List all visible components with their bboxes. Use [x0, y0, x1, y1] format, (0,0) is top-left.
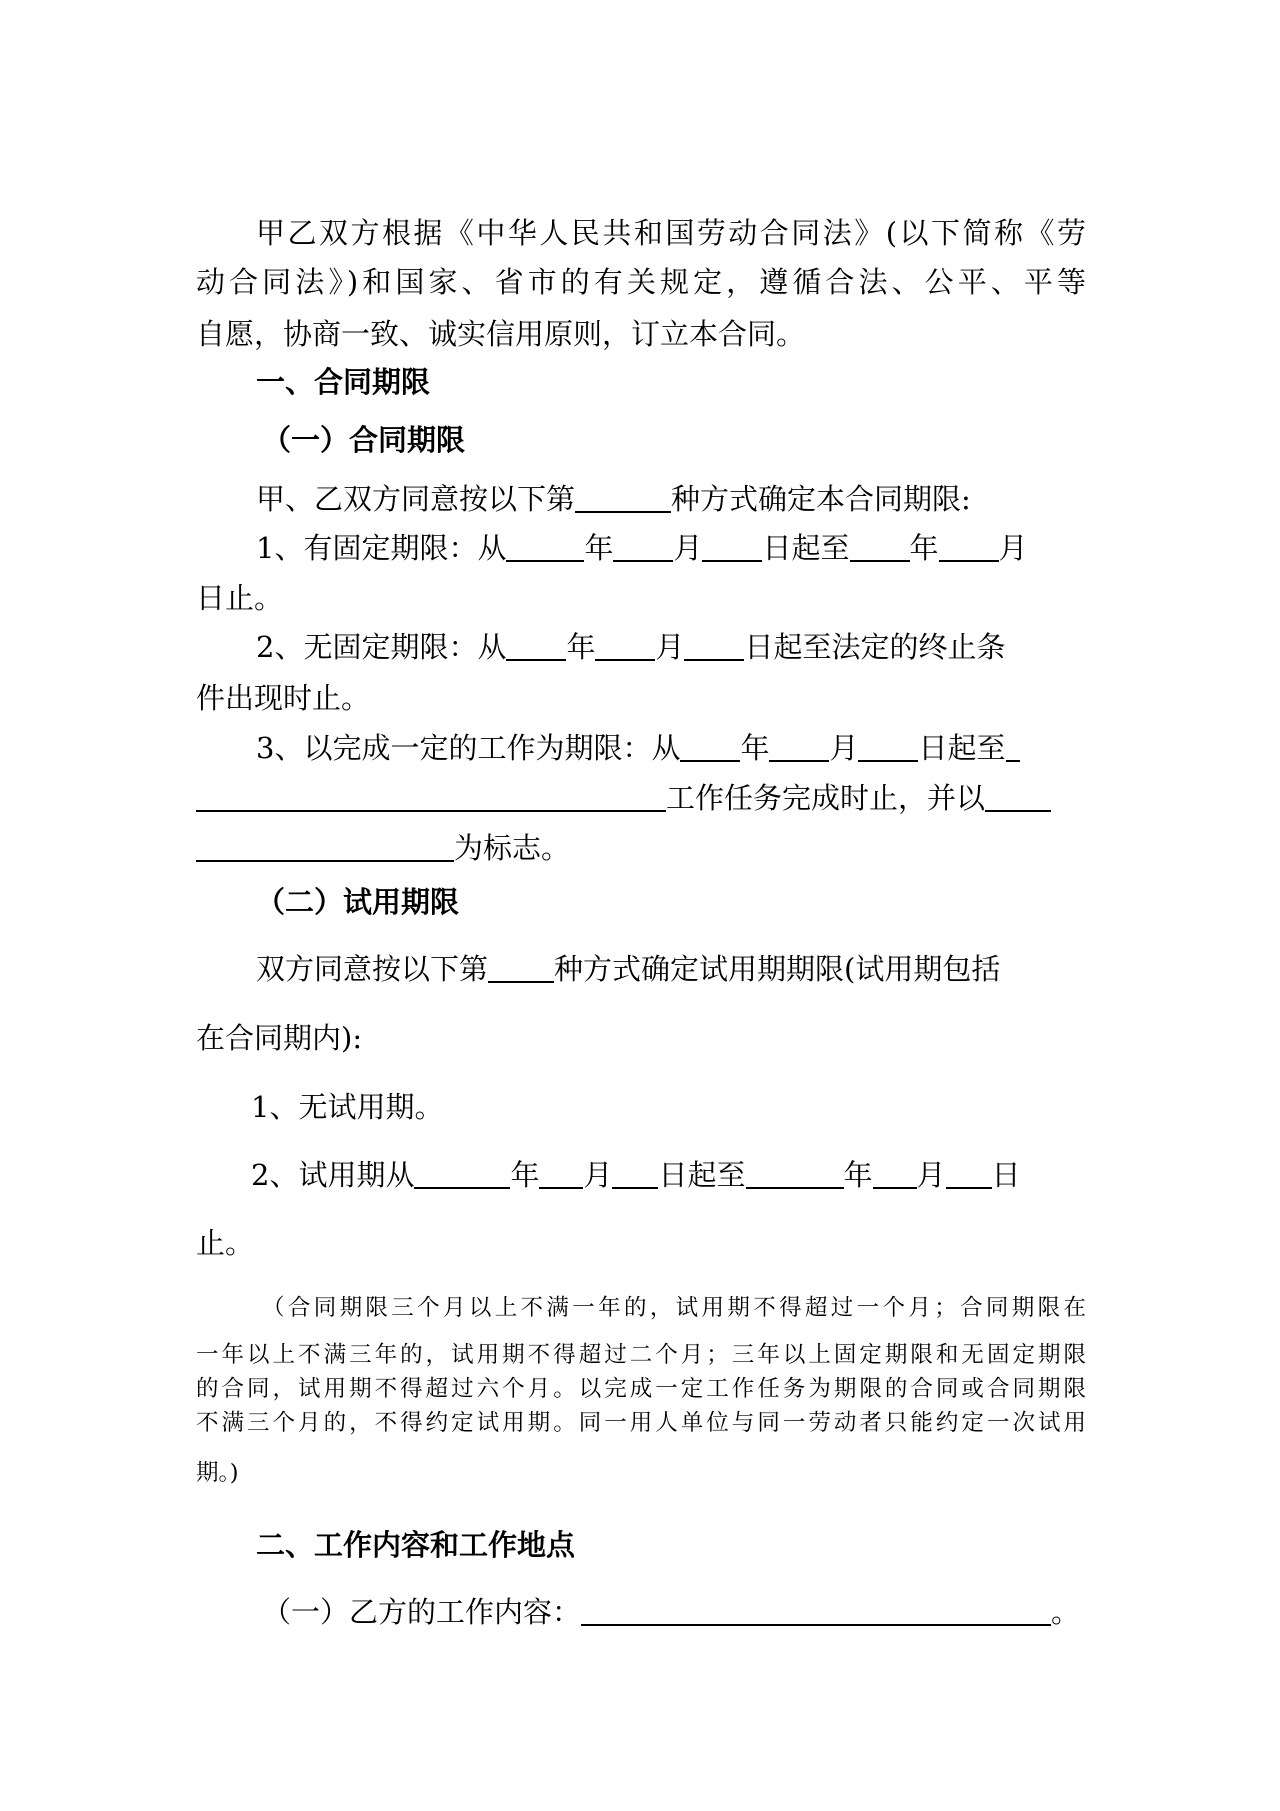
probation-option-2 [251, 1157, 1141, 1193]
end-month-blank[interactable] [939, 530, 999, 562]
probation-note-line-4: 不满三个月的，不得约定试用期。同一用人单位与同一劳动者只能约定一次试用 [196, 1410, 1086, 1436]
probation-intro-b: 种方式确定试用期期限(试用期包括 [554, 952, 1001, 986]
subsection-heading-contract-term: （一）合同期限 [262, 423, 466, 457]
term-option-3-until: 日起至 [918, 731, 1006, 765]
task-start-year-blank[interactable] [680, 730, 740, 762]
term-option-3-marker: 为标志。 [454, 831, 571, 865]
start-day-blank[interactable] [702, 530, 762, 562]
month-label: 月 [829, 731, 859, 765]
term-option-2-tail: 件出现时止。 [196, 681, 371, 715]
term-option-2-until: 日起至法定的终止条 [744, 630, 1006, 664]
intro-line-2: 动合同法》)和国家、省市的有关规定，遵循合法、公平、平等 [196, 265, 1086, 299]
month-label: 月 [583, 1158, 613, 1192]
term-option-3-completion: 工作任务完成时止，并以 [666, 781, 986, 815]
end-year-blank[interactable] [850, 530, 910, 562]
task-description-blank-start[interactable] [1006, 730, 1020, 762]
term-option-2 [256, 629, 1146, 665]
probation-intro [256, 951, 1086, 987]
work-content-line [262, 1594, 1152, 1630]
probation-option-2-label: 2、试用期从 [251, 1158, 415, 1192]
start-month-blank[interactable] [613, 530, 673, 562]
day-label: 日 [991, 1158, 1021, 1192]
open-start-month-blank[interactable] [595, 629, 655, 661]
term-option-1 [256, 530, 1146, 566]
year-label: 年 [510, 1158, 540, 1192]
term-option-1-tail: 日止。 [196, 581, 284, 615]
term-option-3-label: 3、以完成一定的工作为期限：从 [256, 731, 681, 765]
probation-intro-tail: 在合同期内): [196, 1021, 363, 1055]
year-label: 年 [909, 531, 939, 565]
term-option-intro-b: 种方式确定本合同期限: [671, 482, 971, 516]
month-label: 月 [916, 1158, 946, 1192]
probation-start-month-blank[interactable] [539, 1157, 583, 1189]
subsection-heading-probation: （二）试用期限 [256, 885, 460, 919]
probation-note-line-3: 的合同，试用期不得超过六个月。以完成一定工作任务为期限的合同或合同期限 [196, 1376, 1086, 1402]
month-label: 月 [673, 531, 703, 565]
month-label: 月 [655, 630, 685, 664]
task-start-month-blank[interactable] [769, 730, 829, 762]
probation-end-day-blank[interactable] [946, 1157, 992, 1189]
year-label: 年 [566, 630, 596, 664]
completion-marker-blank-start[interactable] [985, 780, 1051, 812]
intro-line-1: 甲乙双方根据《中华人民共和国劳动合同法》(以下简称《劳 [256, 216, 1086, 250]
task-description-blank[interactable] [196, 780, 666, 812]
section-heading-work: 二、工作内容和工作地点 [256, 1528, 576, 1562]
probation-option-1: 1、无试用期。 [251, 1090, 444, 1124]
task-start-day-blank[interactable] [858, 730, 918, 762]
year-label: 年 [843, 1158, 873, 1192]
open-start-year-blank[interactable] [506, 629, 566, 661]
work-content-blank[interactable] [581, 1594, 1051, 1626]
section-heading-term: 一、合同期限 [256, 365, 431, 399]
probation-end-year-blank[interactable] [746, 1157, 844, 1189]
day-until-label: 日起至 [762, 531, 850, 565]
probation-until-label: 日起至 [658, 1158, 746, 1192]
term-option-3-line-3 [196, 830, 1086, 866]
probation-option-number-blank[interactable] [488, 951, 554, 983]
probation-note-line-1: （合同期限三个月以上不满一年的，试用期不得超过一个月；合同期限在 [262, 1295, 1086, 1321]
probation-end-month-blank[interactable] [873, 1157, 917, 1189]
term-option-3-line-2 [196, 780, 1086, 816]
probation-option-2-tail: 止。 [196, 1226, 255, 1260]
term-option-1-label: 1、有固定期限：从 [256, 531, 507, 565]
work-content-end: 。 [1051, 1595, 1081, 1629]
year-label: 年 [740, 731, 770, 765]
start-year-blank[interactable] [506, 530, 584, 562]
term-option-3 [256, 730, 1146, 766]
term-option-number-blank[interactable] [575, 481, 671, 513]
month-label: 月 [998, 531, 1028, 565]
probation-intro-a: 双方同意按以下第 [256, 952, 489, 986]
open-start-day-blank[interactable] [684, 629, 744, 661]
term-option-2-label: 2、无固定期限：从 [256, 630, 507, 664]
year-label: 年 [584, 531, 614, 565]
completion-marker-blank[interactable] [196, 830, 454, 862]
probation-note-line-5: 期。) [196, 1460, 239, 1486]
probation-note-line-2: 一年以上不满三年的，试用期不得超过二个月；三年以上固定期限和无固定期限 [196, 1342, 1086, 1368]
work-content-label: （一）乙方的工作内容： [262, 1595, 582, 1629]
term-option-intro-a: 甲、乙双方同意按以下第 [256, 482, 576, 516]
intro-line-3: 自愿，协商一致、诚实信用原则，订立本合同。 [196, 317, 806, 351]
probation-start-day-blank[interactable] [612, 1157, 658, 1189]
term-option-intro [256, 481, 1146, 517]
probation-start-year-blank[interactable] [414, 1157, 510, 1189]
